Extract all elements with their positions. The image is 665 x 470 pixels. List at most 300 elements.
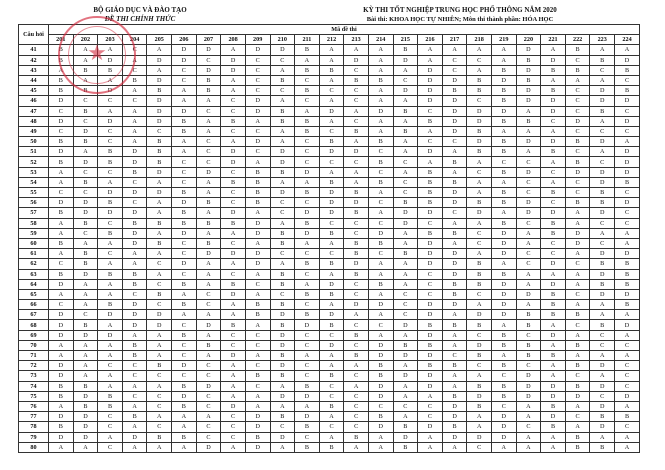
answer-cell: A	[368, 45, 393, 55]
answer-cell: D	[196, 249, 221, 259]
answer-cell: A	[344, 442, 369, 452]
answer-cell: A	[196, 330, 221, 340]
answer-cell: A	[147, 228, 172, 238]
answer-cell: B	[270, 412, 295, 422]
answer-cell: A	[590, 75, 615, 85]
answer-cell: B	[590, 279, 615, 289]
answer-cell: B	[541, 228, 566, 238]
exam-code-cell: 219	[491, 35, 516, 45]
question-number: 63	[19, 269, 49, 279]
answer-cell: C	[295, 432, 320, 442]
answer-cell: D	[147, 106, 172, 116]
answer-cell: C	[147, 422, 172, 432]
answer-cell: B	[245, 177, 270, 187]
answer-cell: B	[368, 412, 393, 422]
answer-cell: C	[516, 188, 541, 198]
answer-cell: A	[590, 351, 615, 361]
question-number: 42	[19, 55, 49, 65]
answer-cell: C	[122, 361, 147, 371]
answer-cell: B	[541, 401, 566, 411]
answer-cell: B	[442, 228, 467, 238]
answer-cell: C	[319, 391, 344, 401]
answer-cell: A	[245, 157, 270, 167]
answer-cell: D	[516, 198, 541, 208]
answer-cell: B	[49, 157, 74, 167]
answer-cell: C	[196, 137, 221, 147]
answer-cell: B	[344, 188, 369, 198]
answer-cell: A	[368, 126, 393, 136]
question-number: 62	[19, 259, 49, 269]
answer-cell: B	[467, 279, 492, 289]
answer-cell: B	[147, 147, 172, 157]
answer-cell: C	[73, 228, 98, 238]
answer-cell: C	[98, 249, 123, 259]
answer-cell: C	[98, 137, 123, 147]
answer-cell: D	[73, 422, 98, 432]
answer-cell: D	[615, 320, 640, 330]
answer-cell: C	[590, 126, 615, 136]
answer-cell: B	[344, 351, 369, 361]
answer-cell: A	[98, 371, 123, 381]
answer-cell: D	[393, 351, 418, 361]
answer-cell: D	[245, 442, 270, 452]
answer-cell: D	[147, 188, 172, 198]
answer-cell: A	[344, 177, 369, 187]
answer-cell: C	[245, 361, 270, 371]
answer-cell: B	[541, 310, 566, 320]
answer-cell: A	[270, 218, 295, 228]
answer-cell: A	[541, 340, 566, 350]
answer-cell: D	[344, 55, 369, 65]
answer-cell: B	[467, 351, 492, 361]
answer-cell: A	[196, 177, 221, 187]
answer-cell: D	[418, 249, 443, 259]
answer-cell: B	[590, 259, 615, 269]
table-row	[19, 269, 640, 279]
answer-cell: C	[295, 249, 320, 259]
answer-cell: D	[368, 381, 393, 391]
answer-cell: D	[319, 279, 344, 289]
answer-cell: A	[196, 310, 221, 320]
answer-cell: C	[221, 412, 246, 422]
table-row	[19, 310, 640, 320]
question-number: 79	[19, 432, 49, 442]
answer-cell: D	[122, 320, 147, 330]
answer-cell: D	[418, 300, 443, 310]
answer-cell: B	[172, 300, 197, 310]
answer-cell: D	[122, 238, 147, 248]
answer-cell: D	[418, 422, 443, 432]
answer-cell: A	[516, 279, 541, 289]
question-number: 76	[19, 401, 49, 411]
answer-cell: B	[147, 137, 172, 147]
answer-cell: C	[73, 167, 98, 177]
answer-cell: A	[172, 422, 197, 432]
answer-cell: B	[516, 116, 541, 126]
answer-cell: D	[467, 391, 492, 401]
answer-cell: D	[442, 412, 467, 422]
exam-code-cell: 215	[393, 35, 418, 45]
answer-cell: B	[245, 188, 270, 198]
answer-cell: A	[98, 177, 123, 187]
answer-cell: A	[319, 412, 344, 422]
answer-cell: C	[442, 55, 467, 65]
answer-cell: C	[245, 75, 270, 85]
question-number: 65	[19, 289, 49, 299]
answer-cell: C	[467, 361, 492, 371]
answer-cell: C	[590, 238, 615, 248]
answer-cell: A	[590, 116, 615, 126]
answer-cell: A	[172, 86, 197, 96]
answer-cell: A	[467, 422, 492, 432]
answer-cell: B	[147, 361, 172, 371]
answer-cell: B	[368, 75, 393, 85]
answer-cell: C	[295, 198, 320, 208]
answer-cell: A	[516, 401, 541, 411]
answer-cell: A	[73, 147, 98, 157]
answer-cell: A	[344, 381, 369, 391]
table-row	[19, 351, 640, 361]
answer-cell: B	[368, 361, 393, 371]
answer-cell: C	[98, 361, 123, 371]
answer-cell: C	[615, 188, 640, 198]
answer-cell: B	[245, 432, 270, 442]
answer-cell: A	[615, 432, 640, 442]
answer-cell: B	[467, 401, 492, 411]
answer-cell: A	[73, 361, 98, 371]
answer-cell: C	[418, 218, 443, 228]
answer-cell: A	[467, 412, 492, 422]
answer-cell: C	[196, 361, 221, 371]
answer-cell: A	[172, 289, 197, 299]
answer-cell: C	[221, 238, 246, 248]
exam-code-cell: 204	[122, 35, 147, 45]
answer-cell: B	[172, 330, 197, 340]
answer-cell: D	[245, 45, 270, 55]
answer-cell: D	[541, 55, 566, 65]
answer-cell: C	[319, 381, 344, 391]
answer-cell: C	[344, 86, 369, 96]
answer-cell: C	[98, 218, 123, 228]
answer-cell: B	[172, 218, 197, 228]
answer-cell: D	[295, 412, 320, 422]
table-row	[19, 300, 640, 310]
table-row	[19, 177, 640, 187]
exam-code-cell: 211	[295, 35, 320, 45]
answer-cell: A	[565, 300, 590, 310]
answer-cell: B	[393, 106, 418, 116]
answer-cell: D	[516, 391, 541, 401]
answer-cell: C	[590, 65, 615, 75]
answer-cell: C	[516, 361, 541, 371]
table-row	[19, 412, 640, 422]
answer-cell: A	[516, 147, 541, 157]
answer-cell: A	[98, 279, 123, 289]
answer-cell: A	[49, 177, 74, 187]
answer-cell: D	[73, 157, 98, 167]
answer-cell: A	[98, 381, 123, 391]
answer-cell: A	[491, 126, 516, 136]
answer-cell: C	[393, 300, 418, 310]
answer-cell: A	[245, 391, 270, 401]
answer-cell: C	[49, 126, 74, 136]
answer-cell: C	[615, 371, 640, 381]
answer-cell: C	[541, 116, 566, 126]
answer-cell: A	[442, 330, 467, 340]
answer-cell: C	[98, 167, 123, 177]
answer-cell: C	[491, 371, 516, 381]
answer-cell: B	[196, 75, 221, 85]
answer-cell: B	[590, 106, 615, 116]
question-number: 77	[19, 412, 49, 422]
answer-cell: C	[73, 96, 98, 106]
answer-cell: A	[221, 391, 246, 401]
answer-cell: C	[245, 340, 270, 350]
answer-cell: C	[565, 55, 590, 65]
answer-cell: B	[319, 137, 344, 147]
answer-cell: A	[270, 65, 295, 75]
answer-cell: D	[270, 157, 295, 167]
answer-cell: A	[98, 340, 123, 350]
answer-cell: D	[245, 137, 270, 147]
answer-cell: D	[122, 208, 147, 218]
answer-cell: D	[590, 422, 615, 432]
answer-cell: A	[98, 320, 123, 330]
answer-cell: D	[245, 422, 270, 432]
answer-cell: A	[368, 86, 393, 96]
answer-cell: A	[122, 86, 147, 96]
answer-cell: A	[221, 442, 246, 452]
question-column-header: Câu hỏi	[19, 25, 49, 45]
answer-cell: C	[172, 269, 197, 279]
answer-cell: C	[245, 86, 270, 96]
table-row	[19, 106, 640, 116]
question-number: 41	[19, 45, 49, 55]
answer-cell: D	[393, 432, 418, 442]
answer-cell: A	[319, 351, 344, 361]
answer-cell: C	[221, 340, 246, 350]
exam-code-cell: 202	[73, 35, 98, 45]
answer-cell: C	[295, 75, 320, 85]
answer-cell: C	[590, 391, 615, 401]
answer-cell: A	[393, 330, 418, 340]
answer-cell: C	[467, 96, 492, 106]
answer-cell: C	[565, 289, 590, 299]
exam-code-cell: 209	[245, 35, 270, 45]
answer-cell: A	[319, 238, 344, 248]
answer-cell: C	[122, 96, 147, 106]
answer-cell: C	[270, 198, 295, 208]
answer-cell: D	[615, 249, 640, 259]
table-row	[19, 320, 640, 330]
answer-cell: D	[368, 422, 393, 432]
answer-cell: B	[467, 198, 492, 208]
answer-cell: C	[295, 269, 320, 279]
answer-cell: C	[221, 96, 246, 106]
answer-cell: D	[270, 147, 295, 157]
answer-cell: A	[49, 442, 74, 452]
answer-cell: B	[590, 55, 615, 65]
answer-cell: A	[368, 55, 393, 65]
answer-cell: B	[295, 422, 320, 432]
answer-cell: A	[49, 340, 74, 350]
answer-cell: B	[565, 432, 590, 442]
answer-cell: A	[590, 371, 615, 381]
answer-cell: A	[491, 259, 516, 269]
answer-cell: C	[344, 116, 369, 126]
answer-cell: A	[418, 126, 443, 136]
answer-cell: D	[368, 300, 393, 310]
answer-cell: A	[73, 442, 98, 452]
answer-cell: C	[344, 422, 369, 432]
answer-cell: A	[221, 86, 246, 96]
answer-cell: B	[295, 86, 320, 96]
answer-cell: A	[122, 106, 147, 116]
answer-cell: C	[418, 289, 443, 299]
answer-cell: B	[491, 167, 516, 177]
answer-cell: A	[221, 259, 246, 269]
question-number: 54	[19, 177, 49, 187]
answer-cell: C	[393, 75, 418, 85]
answer-cell: B	[172, 188, 197, 198]
answer-cell: C	[98, 126, 123, 136]
answer-cell: A	[319, 55, 344, 65]
answer-cell: B	[319, 371, 344, 381]
answer-cell: D	[147, 55, 172, 65]
answer-cell: A	[221, 300, 246, 310]
answer-cell: B	[270, 269, 295, 279]
answer-cell: A	[49, 228, 74, 238]
exam-code-cell: 224	[615, 35, 640, 45]
answer-cell: A	[221, 310, 246, 320]
answer-cell: D	[172, 55, 197, 65]
answer-cell: C	[541, 249, 566, 259]
answer-cell: B	[442, 177, 467, 187]
answer-cell: D	[615, 157, 640, 167]
answer-cell: A	[541, 126, 566, 136]
answer-cell: D	[418, 259, 443, 269]
answer-cell: B	[172, 381, 197, 391]
official-exam-label: ĐỀ THI CHÍNH THỨC	[104, 15, 176, 23]
answer-cell: C	[344, 279, 369, 289]
answer-cell: D	[467, 137, 492, 147]
answer-cell: C	[615, 106, 640, 116]
answer-cell: A	[98, 432, 123, 442]
answer-cell: B	[270, 116, 295, 126]
answer-cell: D	[49, 371, 74, 381]
table-row	[19, 391, 640, 401]
ministry-header	[40, 6, 240, 24]
answer-cell: A	[418, 442, 443, 452]
answer-cell: B	[467, 320, 492, 330]
answer-cell: A	[196, 351, 221, 361]
answer-cell: B	[147, 238, 172, 248]
answer-cell: C	[393, 157, 418, 167]
answer-cell: D	[344, 259, 369, 269]
answer-cell: A	[368, 310, 393, 320]
answer-cell: A	[541, 75, 566, 85]
answer-cell: A	[73, 238, 98, 248]
answer-cell: D	[49, 432, 74, 442]
answer-cell: C	[565, 126, 590, 136]
answer-cell: D	[393, 86, 418, 96]
answer-cell: B	[565, 65, 590, 75]
answer-cell: C	[565, 86, 590, 96]
answer-cell: D	[565, 116, 590, 126]
answer-cell: B	[442, 157, 467, 167]
answer-cell: D	[147, 167, 172, 177]
answer-cell: B	[491, 269, 516, 279]
answer-cell: C	[368, 401, 393, 411]
question-number: 57	[19, 208, 49, 218]
answer-cell: B	[344, 249, 369, 259]
answer-cell: B	[147, 157, 172, 167]
answer-cell: B	[491, 361, 516, 371]
answer-cell: A	[147, 269, 172, 279]
answer-cell: D	[590, 208, 615, 218]
answer-cell: A	[516, 432, 541, 442]
answer-cell: D	[368, 340, 393, 350]
answer-cell: D	[122, 432, 147, 442]
answer-cell: C	[221, 126, 246, 136]
answer-cell: B	[49, 381, 74, 391]
answer-cell: B	[418, 188, 443, 198]
exam-code-cell: 214	[368, 35, 393, 45]
answer-cell: B	[442, 320, 467, 330]
answer-cell: B	[393, 442, 418, 452]
answer-cell: A	[565, 401, 590, 411]
answer-cell: D	[541, 330, 566, 340]
answer-cell: B	[344, 75, 369, 85]
answer-cell: D	[516, 86, 541, 96]
answer-cell: B	[344, 432, 369, 442]
answer-cell: A	[590, 310, 615, 320]
answer-cell: D	[122, 157, 147, 167]
answer-cell: A	[245, 269, 270, 279]
answer-cell: A	[442, 381, 467, 391]
answer-cell: C	[590, 218, 615, 228]
answer-cell: B	[368, 157, 393, 167]
answer-cell: C	[368, 167, 393, 177]
answer-cell: C	[49, 188, 74, 198]
answer-cell: C	[319, 249, 344, 259]
answer-cell: D	[590, 401, 615, 411]
answer-cell: D	[615, 55, 640, 65]
answer-cell: B	[344, 330, 369, 340]
answer-cell: B	[393, 340, 418, 350]
answer-cell: B	[418, 167, 443, 177]
answer-cell: D	[590, 167, 615, 177]
answer-cell: C	[418, 412, 443, 422]
table-row	[19, 157, 640, 167]
answer-cell: D	[73, 198, 98, 208]
answer-cell: C	[615, 218, 640, 228]
answer-cell: B	[467, 126, 492, 136]
answer-cell: D	[319, 106, 344, 116]
answer-cell: C	[516, 157, 541, 167]
answer-cell: B	[467, 147, 492, 157]
answer-cell: D	[221, 208, 246, 218]
answer-cell: B	[442, 289, 467, 299]
answer-cell: B	[196, 340, 221, 350]
table-row	[19, 116, 640, 126]
answer-cell: A	[590, 432, 615, 442]
answer-cell: B	[295, 126, 320, 136]
answer-cell: A	[49, 249, 74, 259]
answer-cell: C	[245, 381, 270, 391]
answer-cell: A	[319, 269, 344, 279]
answer-cell: B	[172, 432, 197, 442]
